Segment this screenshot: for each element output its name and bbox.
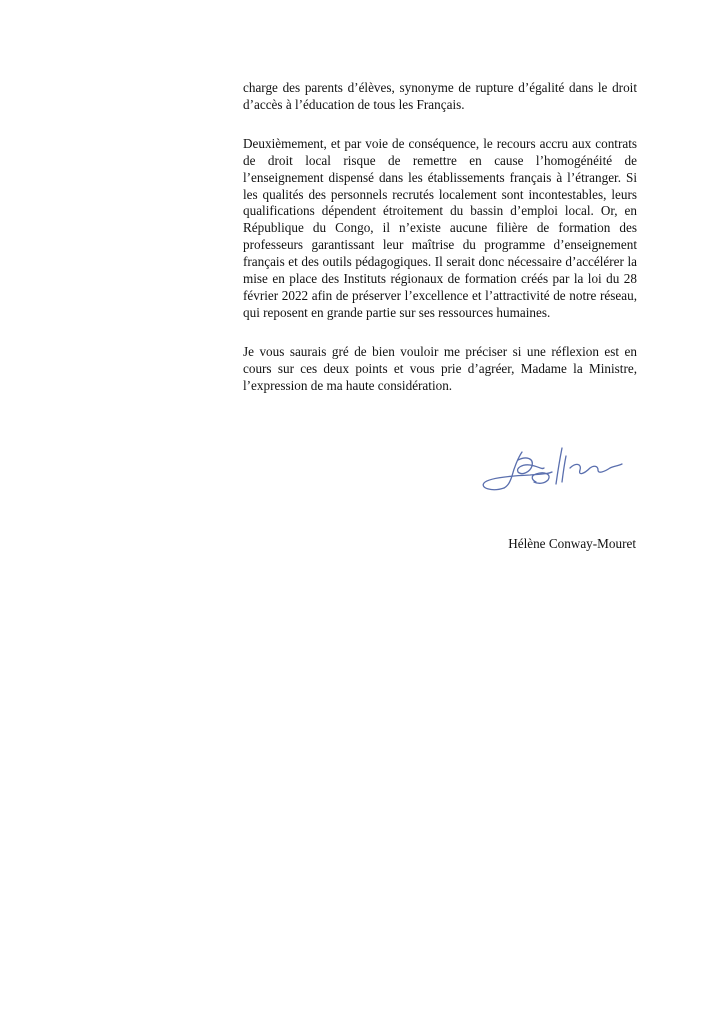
paragraph-second-point: Deuxièmement, et par voie de conséquence, le recours accru aux contrats de droit local risque de remettre en cause l’homogénéité de l’enseignement dispensé dans les établissements français à l’étranger. Si les qualités des personnels recrutés localement sont incontestables, leurs qualifications dépendent étroitement du bassin d’emploi local. Or, en République du Congo, il n’existe aucune filière de formation des professeurs garantissant leur maîtrise du programme d’enseignement français et des outils pédagogiques. Il serait donc nécessaire d’accélérer la mise en place des Instituts régionaux de formation créés par la loi du 28 février 2022 afin de préserver l’excellence et l’attractivité de notre réseau, qui reposent en grande partie sur ses ressources humaines. xyxy=(243,135,637,320)
paragraph-closing-of-previous-point: charge des parents d’élèves, synonyme de rupture d’égalité dans le droit d’accès à l’éducation de tous les Français. xyxy=(243,80,637,112)
signer-name: Hélène Conway-Mouret xyxy=(508,536,636,551)
handwritten-signature xyxy=(478,438,626,500)
signature-drawing xyxy=(478,438,626,500)
paragraph-closing-request: Je vous saurais gré de bien vouloir me préciser si une réflexion est en cours sur ces deux points et vous prie d’agréer, Madame la Ministre, l’expression de ma haute considération. xyxy=(243,343,637,393)
letter-body xyxy=(243,80,637,417)
